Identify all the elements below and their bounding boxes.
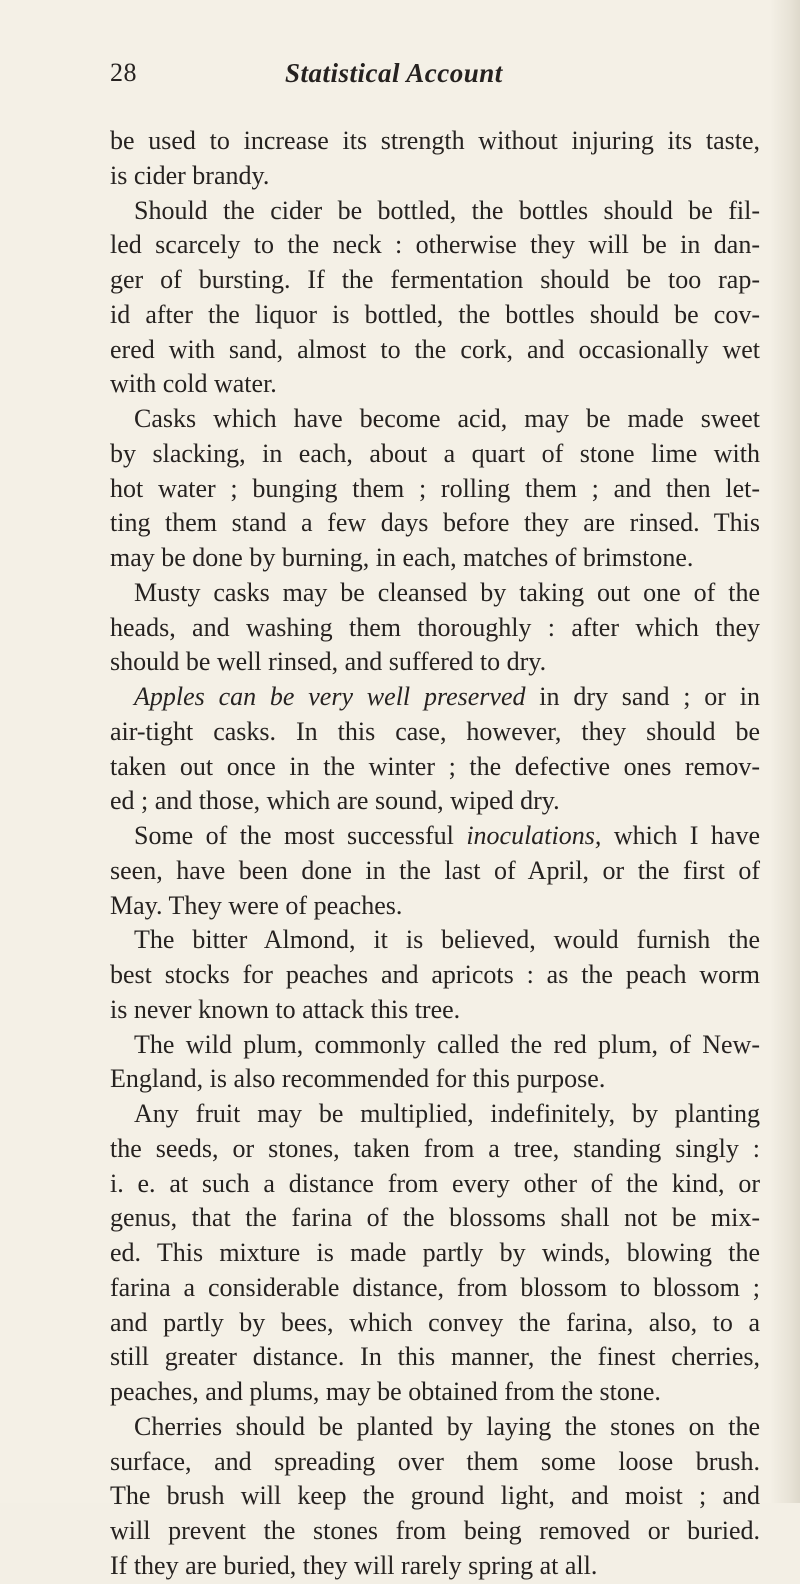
text-segment: in dry sand ; or in <box>525 682 760 711</box>
text-segment: taken out once in the winter ; the defective ones remov- <box>110 751 760 781</box>
text-line <box>110 159 760 194</box>
text-segment: The brush will keep the ground light, and moist ; and <box>110 1481 760 1511</box>
italic-phrase: Apples can be very well preserved <box>134 682 526 711</box>
text-line <box>110 1306 760 1341</box>
text-segment: still greater distance. In this manner, the finest cherries, <box>110 1342 760 1372</box>
text-line <box>110 1410 760 1445</box>
text-segment: The bitter Almond, it is believed, would furnish the <box>134 925 760 955</box>
text-line <box>110 263 760 298</box>
text-segment: ed ; and those, which are sound, wiped dry. <box>110 786 560 816</box>
text-line <box>110 1236 760 1271</box>
text-line <box>110 1097 760 1132</box>
text-segment: the seeds, or stones, taken from a tree, standing singly : <box>110 1133 760 1163</box>
text-line <box>110 124 760 159</box>
text-segment: best stocks for peaches and apricots : as the peach worm <box>110 960 760 989</box>
text-line <box>110 506 760 541</box>
text-line <box>110 194 760 229</box>
text-line <box>110 1271 760 1306</box>
text-line <box>110 645 760 680</box>
text-segment: be used to increase its strength without injuring its taste, <box>110 126 760 155</box>
text-line <box>110 228 760 263</box>
text-segment: and partly by bees, which convey the farina, also, to a <box>110 1307 760 1337</box>
text-segment: Any fruit may be multiplied, indefinitely, by planting <box>134 1099 760 1128</box>
text-line <box>110 402 760 437</box>
text-segment: is cider brandy. <box>110 160 270 190</box>
text-line <box>110 1167 760 1202</box>
text-segment: which I have <box>601 821 760 850</box>
text-line <box>110 576 760 611</box>
text-segment: peaches, and plums, may be obtained from the stone. <box>110 1377 661 1406</box>
text-line <box>110 923 760 958</box>
text-segment: by slacking, in each, about a quart of stone lime with <box>110 438 760 468</box>
text-line <box>110 715 760 750</box>
text-segment: Some of the most successful <box>134 821 467 850</box>
text-segment: may be done by burning, in each, matches of brimstone. <box>110 543 694 572</box>
text-segment: surface, and spreading over them some loose brush. <box>110 1446 760 1476</box>
text-line <box>110 889 760 924</box>
text-segment: i. e. at such a distance from every other of the kind, or <box>110 1168 760 1198</box>
text-segment: ed. This mixture is made partly by winds, blowing the <box>110 1238 760 1267</box>
text-segment: Cherries should be planted by laying the stones on the <box>134 1411 760 1441</box>
text-segment: with cold water. <box>110 369 277 399</box>
text-line <box>110 1062 760 1097</box>
text-line <box>110 541 760 576</box>
text-line <box>110 333 760 368</box>
text-segment: hot water ; bunging them ; rolling them ; and then let- <box>110 473 760 503</box>
text-line <box>110 1445 760 1480</box>
text-segment: Musty casks may be cleansed by taking out one of the <box>134 577 760 607</box>
text-line <box>110 472 760 507</box>
text-line <box>110 958 760 993</box>
text-segment: ered with sand, almost to the cork, and occasionally wet <box>110 334 760 364</box>
text-segment: id after the liquor is bottled, the bottles should be cov- <box>110 299 760 329</box>
text-line <box>110 854 760 889</box>
text-segment: is never known to attack this tree. <box>110 994 461 1024</box>
text-line <box>110 819 760 854</box>
text-segment: farina a considerable distance, from blossom to blossom ; <box>110 1272 760 1302</box>
text-line <box>110 1132 760 1167</box>
text-line <box>110 1479 760 1514</box>
text-line <box>110 1549 760 1584</box>
text-segment: The wild plum, commonly called the red plum, of New- <box>134 1029 760 1059</box>
text-segment: England, is also recommended for this purpose. <box>110 1064 606 1094</box>
text-line <box>110 750 760 785</box>
text-line <box>110 1375 760 1410</box>
text-segment: Casks which have become acid, may be made sweet <box>134 404 760 433</box>
text-segment: will prevent the stones from being removed or buried. <box>110 1516 760 1545</box>
text-line <box>110 367 760 402</box>
text-segment: genus, that the farina of the blossoms shall not be mix- <box>110 1203 760 1233</box>
text-segment: led scarcely to the neck : otherwise they will be in dan- <box>110 230 760 260</box>
text-segment: air-tight casks. In this case, however, they should be <box>110 716 760 746</box>
text-line <box>110 993 760 1028</box>
text-segment: ger of bursting. If the fermentation should be too rap- <box>110 265 760 294</box>
text-line <box>110 1028 760 1063</box>
text-line <box>110 437 760 472</box>
text-segment: should be well rinsed, and suffered to dry. <box>110 647 547 677</box>
page-number: 28 <box>110 58 137 87</box>
running-title: Statistical Account <box>285 58 503 88</box>
text-segment: seen, have been done in the last of April, or the first of <box>110 855 760 885</box>
text-line <box>110 1201 760 1236</box>
text-segment: If they are buried, they will rarely spring at all. <box>110 1550 598 1580</box>
text-line <box>110 680 760 715</box>
text-line <box>110 1340 760 1375</box>
italic-phrase: inoculations, <box>466 821 602 850</box>
text-segment: ting them stand a few days before they are rinsed. This <box>110 508 760 538</box>
text-segment: heads, and washing them thoroughly : after which they <box>110 612 760 642</box>
text-line <box>110 611 760 646</box>
text-segment: May. They were of peaches. <box>110 890 403 920</box>
text-line <box>110 298 760 333</box>
text-line <box>110 1514 760 1549</box>
text-segment: Should the cider be bottled, the bottles should be fil- <box>134 195 760 225</box>
text-line <box>110 784 760 819</box>
body-text <box>110 124 760 1584</box>
page-header <box>110 58 750 94</box>
